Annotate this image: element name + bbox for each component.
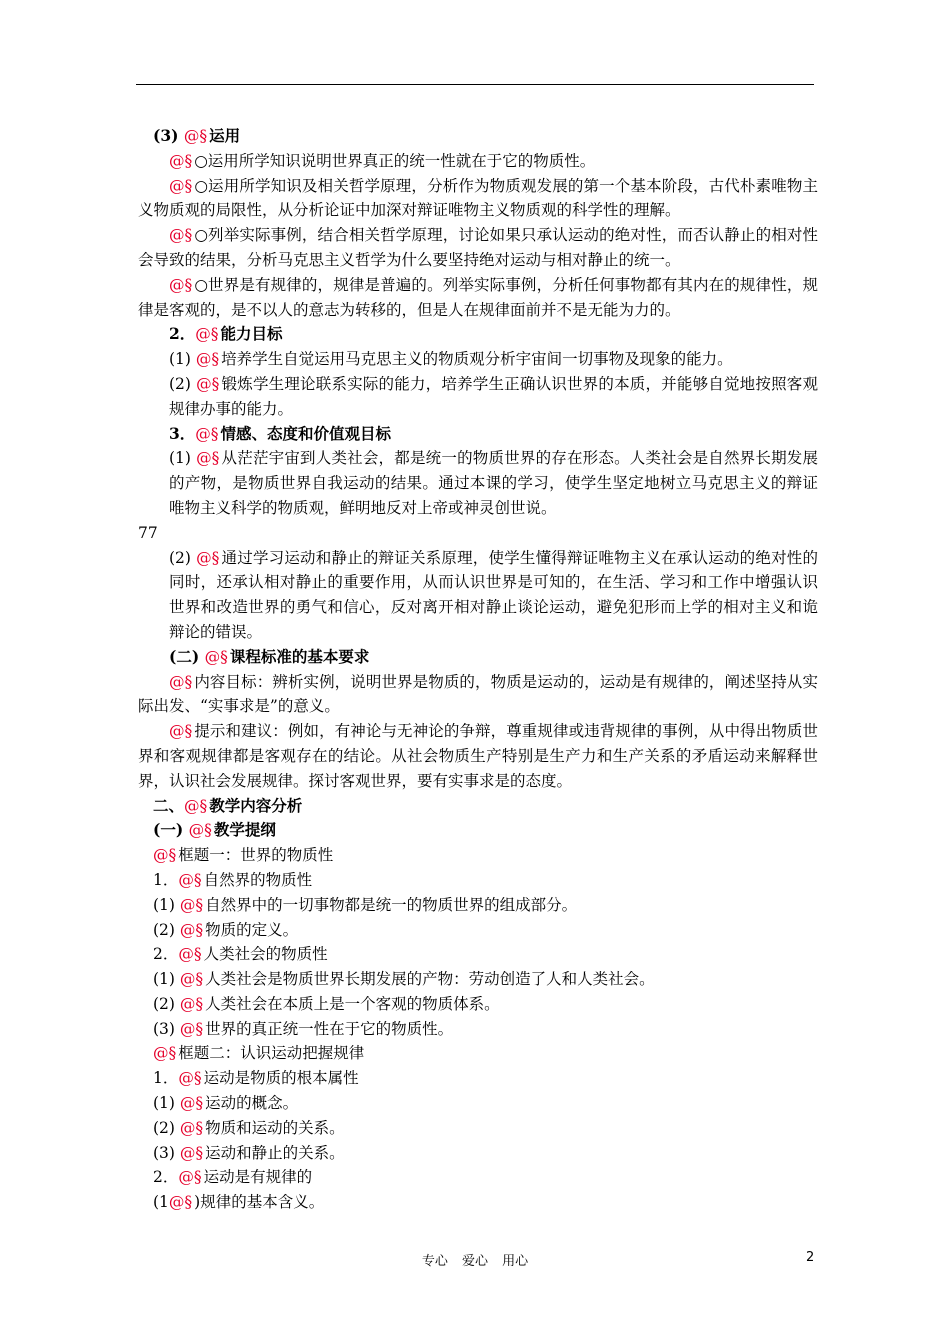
text-line [138,521,818,546]
text-line [138,1041,818,1066]
line-prefix: 77 [138,523,158,542]
text-line [138,1091,818,1116]
marker-symbol: @§ [169,151,193,170]
text-line [138,1017,818,1042]
line-prefix: (3) [153,1019,180,1038]
marker-symbol: @§ [196,548,220,567]
line-text: 教学内容分析 [209,795,303,815]
line-text: 内容目标：辨析实例，说明世界是物质的，物质是运动的，运动是有规律的，阐述坚持从实际出发、“实事求是”的意义。 [138,672,818,716]
line-text: 世界的真正统一性在于它的物质性。 [205,1019,454,1038]
line-prefix: (1) [153,970,180,989]
text-line [138,149,818,174]
line-prefix: 1． [153,870,179,889]
marker-symbol: @§ [179,970,204,989]
line-prefix: (2) [169,548,197,567]
footer-word-3: 用心 [502,1254,529,1269]
line-text: 运动是有规律的 [203,1168,313,1187]
text-line [138,843,818,868]
marker-symbol: @§ [179,1118,204,1137]
line-prefix: 1． [153,1069,179,1088]
line-text: 通过学习运动和静止的辩证关系原理，使学生懂得辩证唯物主义在承认运动的绝对性的同时，还承认相对静止的重要作用，从而认识世界是可知的，在生活、学习和工作中增强认识世界和改造世界的勇气和信心，反对离开相对静止谈论运动，避免犯形而上学的相对主义和诡辩论的错误。 [169,548,818,641]
line-prefix: 二、 [153,795,185,815]
marker-symbol: @§ [183,127,208,145]
line-prefix: 2． [169,324,196,344]
text-line [138,719,818,793]
line-text: 教学提纲 [213,820,276,840]
marker-symbol: @§ [195,325,219,344]
line-text: 物质的定义。 [205,920,299,939]
text-line [138,670,818,720]
document-body [138,124,818,1215]
text-line [138,992,818,1017]
line-text: 运动是物质的根本属性 [203,1069,359,1088]
text-line [138,818,818,843]
footer-word-2: 爱心 [461,1254,488,1269]
line-text: 框题一：世界的物质性 [178,846,334,865]
line-text: ○列举实际事例，结合相关哲学原理，讨论如果只承认运动的绝对性，而否认静止的相对性会导致的结果，分析马克思主义哲学为什么要坚持绝对运动与相对静止的统一。 [138,226,818,269]
line-prefix: (二) [169,646,205,666]
text-line [138,942,818,967]
footer-word-1: 专心 [421,1254,448,1269]
text-line [138,223,818,273]
marker-symbol: @§ [153,1044,177,1063]
line-prefix: (2) [153,994,180,1013]
line-text: 框题二：认识运动把握规律 [178,1044,365,1063]
line-text: 课程标准的基本要求 [229,646,370,666]
line-text: 能力目标 [220,324,283,344]
line-prefix: 2． [153,1168,179,1187]
line-text: 人类社会是物质世界长期发展的产物：劳动创造了人和人类社会。 [205,970,655,989]
text-line [138,918,818,943]
text-line [138,1116,818,1141]
marker-symbol: @§ [179,920,204,939]
marker-symbol: @§ [169,176,193,195]
header-rule [136,84,814,85]
line-text: ○运用所学知识说明世界真正的统一性就在于它的物质性。 [194,151,596,170]
marker-symbol: @§ [196,449,220,468]
line-prefix: (3) [153,1143,180,1162]
line-text: ○运用所学知识及相关哲学原理，分析作为物质观发展的第一个基本阶段，古代朴素唯物主义物质观的局限性，从分析论证中加深对辩证唯物主义物质观的科学性的理解。 [138,176,818,220]
marker-symbol: @§ [169,226,193,245]
marker-symbol: @§ [178,945,202,964]
text-line [138,794,818,819]
text-line [138,422,818,447]
line-text: )规律的基本含义。 [194,1193,325,1212]
marker-symbol: @§ [169,672,193,691]
marker-symbol: @§ [169,275,193,294]
marker-symbol: @§ [195,424,219,443]
line-text: 运动的概念。 [205,1094,299,1113]
text-line [138,322,818,347]
text-line [138,546,818,645]
line-prefix: (一) [153,820,189,840]
text-line [138,1190,818,1215]
marker-symbol: @§ [179,1143,204,1162]
marker-symbol: @§ [153,846,177,865]
line-prefix: 3． [169,423,196,443]
line-text: 从茫茫宇宙到人类社会，都是统一的物质世界的存在形态。人类社会是自然界长期发展的产物，是物质世界自我运动的结果。通过本课的学习，使学生坚定地树立马克思主义的辩证唯物主义科学的物质观，鲜明地反对上帝或神灵创世说。 [169,449,818,517]
line-text: 人类社会的物质性 [203,945,328,964]
line-text: 自然界中的一切事物都是统一的物质世界的组成部分。 [205,895,578,914]
text-line [138,1066,818,1091]
marker-symbol: @§ [179,1094,204,1113]
line-prefix: (1) [153,1094,180,1113]
text-line [138,645,818,670]
text-line [138,124,818,149]
line-text: ○世界是有规律的，规律是普遍的。列举实际事例，分析任何事物都有其内在的规律性，规律是客观的，是不以人的意志为转移的，但是人在规律面前并不是无能为力的。 [138,275,818,319]
line-text: 运动和静止的关系。 [205,1143,345,1162]
line-prefix: (1) [153,895,180,914]
line-text: 人类社会在本质上是一个客观的物质体系。 [205,994,500,1013]
text-line [138,1141,818,1166]
marker-symbol: @§ [178,1168,202,1187]
line-text: 情感、态度和价值观目标 [220,423,392,443]
marker-symbol: @§ [168,1193,193,1212]
text-line [138,893,818,918]
line-prefix: (3) [153,126,184,145]
text-line [138,372,818,422]
marker-symbol: @§ [204,647,228,666]
page-number: 2 [806,1250,815,1265]
marker-symbol: @§ [179,994,204,1013]
marker-symbol: @§ [195,350,220,369]
line-text: 提示和建议：例如，有神论与无神论的争辩，尊重规律或违背规律的事例，从中得出物质世界和客观规律都是客观存在的结论。从社会物质生产特别是生产力和生产关系的矛盾运动来解释世界，认识社会发展规律。探讨客观世界，要有实事求是的态度。 [138,722,818,790]
line-prefix: (1) [169,350,196,369]
line-text: 锻炼学生理论联系实际的能力，培养学生正确认识世界的本质，并能够自觉地按照客观规律办事的能力。 [169,374,818,418]
text-line [138,868,818,893]
line-prefix: (1 [153,1193,169,1212]
line-text: 培养学生自觉运用马克思主义的物质观分析宇宙间一切事物及现象的能力。 [221,350,733,369]
text-line [138,446,818,520]
marker-symbol: @§ [178,870,202,889]
line-text: 自然界的物质性 [203,870,313,889]
text-line [138,967,818,992]
line-text: 运用 [209,126,241,145]
marker-symbol: @§ [188,821,212,840]
marker-symbol: @§ [196,374,220,393]
line-prefix: (2) [169,374,197,393]
text-line [138,174,818,224]
text-line [138,273,818,323]
marker-symbol: @§ [179,1019,204,1038]
line-prefix: (2) [153,920,180,939]
text-line [138,347,818,372]
text-line [138,1165,818,1190]
line-prefix: (1) [169,449,197,468]
line-prefix: (2) [153,1118,180,1137]
marker-symbol: @§ [178,1069,202,1088]
line-prefix: 2． [153,945,179,964]
marker-symbol: @§ [179,895,204,914]
marker-symbol: @§ [169,722,193,741]
line-text: 物质和运动的关系。 [205,1118,345,1137]
marker-symbol: @§ [184,796,208,815]
